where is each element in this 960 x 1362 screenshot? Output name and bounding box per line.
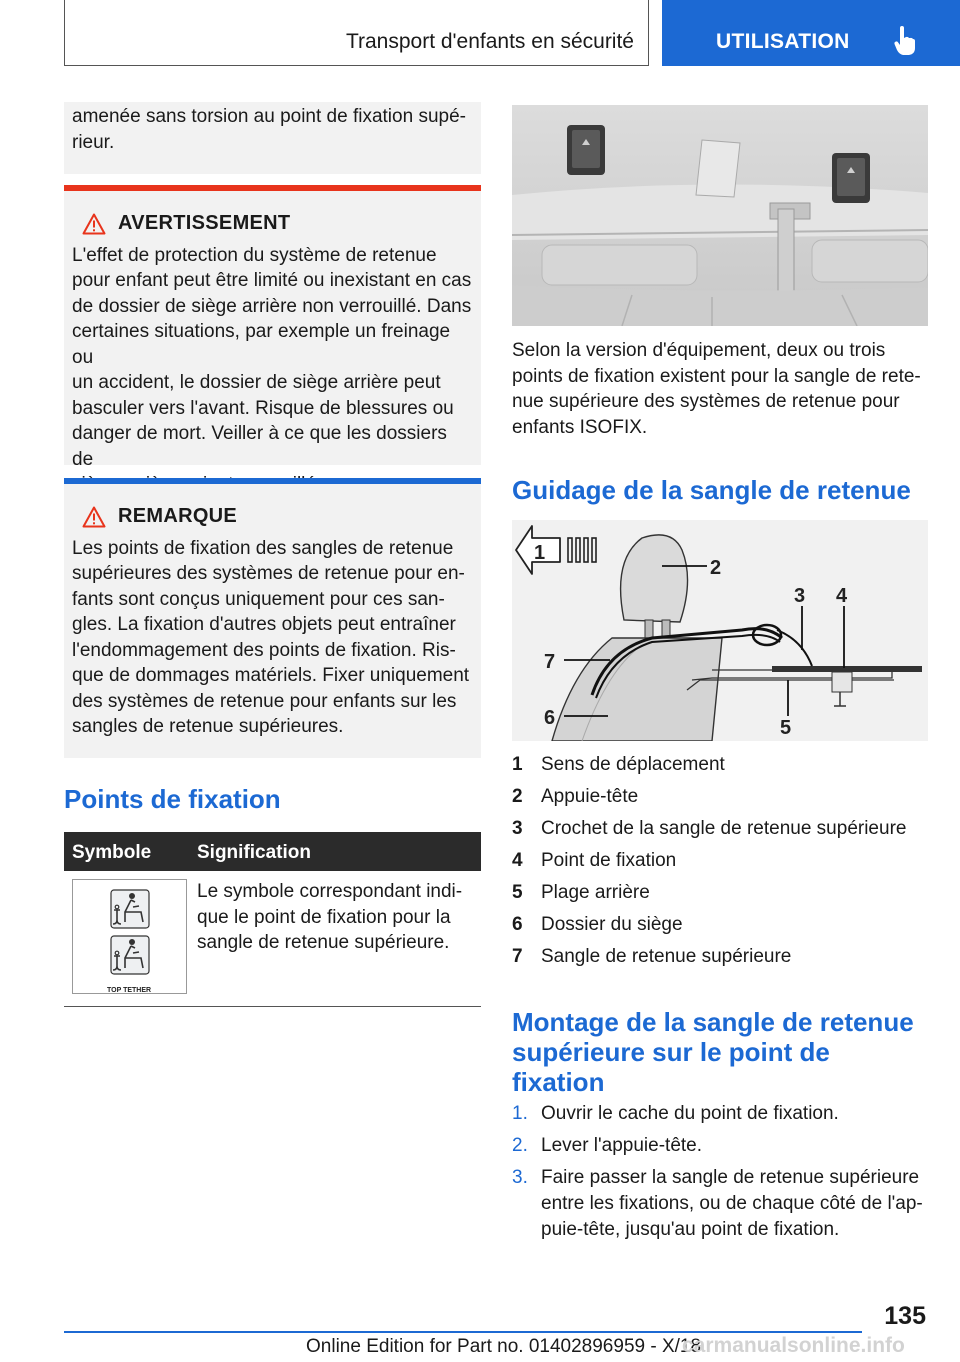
diagram-label-5: 5 (780, 717, 792, 739)
step-line: entre les fixations, ou de chaque côté de l'ap- (541, 1193, 923, 1214)
diagram-label-1: 1 (534, 542, 546, 564)
note-line: que de dommages matériels. Fixer uniquement (72, 665, 470, 686)
symbol-description (197, 879, 477, 956)
legend-number: 2 (512, 786, 523, 807)
table-header (64, 832, 481, 871)
top-tether-label: TOP TETHER (107, 987, 152, 994)
note-line: des systèmes de retenue pour enfants sur les (72, 690, 457, 712)
note-line: fants sont conçus uniquement pour ces san- (72, 588, 445, 610)
heading-line: Montage de la sangle de retenue (512, 1007, 914, 1037)
caption-line: Selon la version d'équipement, deux ou trois (512, 340, 886, 361)
legend-item (512, 944, 928, 976)
warning-line: un accident, le dossier de siège arrière peut (72, 372, 441, 393)
description-line: Le symbole correspondant indi- (197, 881, 463, 902)
diagram-label-7: 7 (544, 651, 556, 673)
legend-number: 6 (512, 914, 523, 935)
legend-text: Dossier du siège (541, 914, 683, 935)
step-item (512, 1101, 928, 1127)
column-header-meaning: Signification (197, 842, 311, 863)
column-header-symbol: Symbole (72, 842, 152, 863)
description-line: que le point de fixation pour la (197, 906, 451, 928)
step-number: 1. (512, 1103, 528, 1124)
legend-text: Crochet de la sangle de retenue supérieure (541, 818, 907, 839)
intro-box (64, 102, 481, 174)
note-line: l'endommagement des points de fixation. Ris- (72, 639, 456, 661)
legend-text: Appuie-tête (541, 786, 639, 807)
legend-item (512, 848, 928, 880)
symbol-table (64, 832, 481, 1007)
section-heading: Points de fixation (64, 784, 281, 814)
warning-triangle-icon (82, 213, 106, 235)
legend-item (512, 784, 928, 816)
warning-line: de dossier de siège arrière non verrouillé. Dans (72, 295, 472, 317)
warning-box (64, 185, 481, 470)
note-line: gles. La fixation d'autres objets peut entraîner (72, 614, 456, 635)
page-header (0, 0, 960, 66)
step-text (541, 1133, 702, 1159)
legend-text: Sens de déplacement (541, 754, 725, 775)
step-line: puie-tête, jusqu'au point de fixation. (541, 1219, 840, 1240)
step-number: 2. (512, 1135, 528, 1156)
diagram-label-3: 3 (794, 585, 806, 607)
step-number: 3. (512, 1167, 528, 1188)
legend-number: 3 (512, 818, 523, 839)
mounting-steps (512, 1101, 928, 1249)
strap-routing-diagram (512, 520, 928, 741)
step-text (541, 1101, 839, 1127)
legend-number: 7 (512, 946, 523, 967)
table-row (64, 871, 481, 1007)
description-line: sangle de retenue supérieure. (197, 932, 450, 953)
legend-item (512, 816, 928, 848)
edition-text: Online Edition for Part no. 01402896959 - X/18 (306, 1336, 702, 1357)
step-text (541, 1165, 923, 1243)
legend-text: Point de fixation (541, 850, 677, 871)
symbol-cell (72, 879, 187, 994)
legend-number: 1 (512, 754, 523, 775)
warning-line: danger de mort. Veiller à ce que les dossiers de (72, 423, 447, 470)
legend-text: Plage arrière (541, 882, 650, 903)
step-item (512, 1133, 928, 1159)
warning-text (72, 243, 473, 498)
watermark: carmanualsonline.info (682, 1334, 905, 1357)
note-title-row (72, 504, 473, 530)
warning-line: L'effet de protection du système de retenue (72, 244, 437, 266)
warning-triangle-icon (82, 506, 106, 528)
legend-item (512, 752, 928, 784)
footer-rule (64, 1331, 862, 1333)
note-line: sangles de retenue supérieures. (72, 716, 344, 737)
step-line: Faire passer la sangle de retenue supérieure (541, 1167, 920, 1188)
section-title-tab (64, 0, 649, 66)
legend-item (512, 912, 928, 944)
caption-line: points de fixation existent pour la sangle de rete- (512, 365, 921, 387)
caption-line: enfants ISOFIX. (512, 416, 648, 438)
page-number: 135 (884, 1302, 926, 1330)
heading-line: supérieure sur le point de (512, 1037, 830, 1067)
diagram-label-4: 4 (836, 585, 848, 607)
chapter-tab[interactable] (662, 0, 960, 66)
diagram-legend (512, 752, 928, 976)
warning-line: certaines situations, par exemple un freinage ou (72, 321, 451, 368)
warning-line: pour enfant peut être limité ou inexistant en cas (72, 270, 472, 291)
intro-text: amenée sans torsion au point de fixation supé-rieur. (72, 106, 466, 153)
diagram-label-6: 6 (544, 707, 556, 729)
isofix-anchor-icon (73, 880, 186, 993)
heading-line: fixation (512, 1067, 605, 1097)
step-item (512, 1165, 928, 1243)
anchor-points-photo (512, 105, 928, 326)
chapter-label: UTILISATION (716, 30, 850, 53)
warning-title: AVERTISSEMENT (118, 212, 291, 234)
step-line: Lever l'appuie-tête. (541, 1135, 703, 1156)
note-text (72, 536, 473, 740)
note-line: Les points de fixation des sangles de retenue (72, 537, 454, 559)
caption-line: nue supérieure des systèmes de retenue pour (512, 391, 900, 412)
legend-number: 5 (512, 882, 523, 903)
section-title: Transport d'enfants en sécurité (345, 30, 634, 53)
warning-line: basculer vers l'avant. Risque de blessures ou (72, 397, 454, 419)
legend-item (512, 880, 928, 912)
photo-caption (512, 338, 928, 440)
note-box (64, 478, 481, 758)
heading-strap-routing: Guidage de la sangle de retenue (512, 475, 911, 505)
legend-number: 4 (512, 850, 523, 871)
legend-text: Sangle de retenue supérieure (541, 946, 792, 967)
step-line: Ouvrir le cache du point de fixation. (541, 1103, 839, 1124)
diagram-label-2: 2 (710, 557, 722, 579)
hand-pointer-icon (894, 26, 916, 56)
note-line: supérieures des systèmes de retenue pour en- (72, 563, 465, 584)
warning-title-row (72, 211, 473, 237)
heading-mounting (512, 1007, 914, 1097)
note-title: REMARQUE (118, 505, 238, 527)
